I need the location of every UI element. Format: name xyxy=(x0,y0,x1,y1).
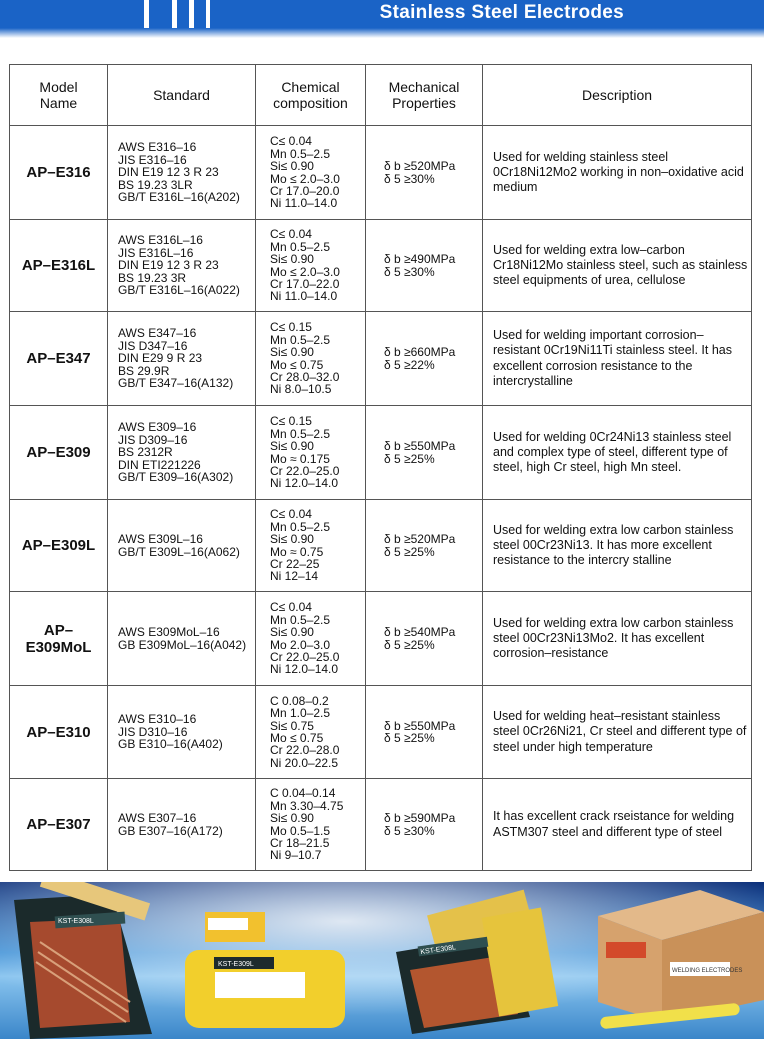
chemical-cell-line: Mo ≤ 2.0–3.0 xyxy=(270,264,340,279)
description-cell: Used for welding extra low carbon stainless steel 00Cr23Ni13. It has more excellent resistance to the intercry stalline xyxy=(483,500,752,592)
chemical-cell xyxy=(256,686,366,779)
column-header-mechanical xyxy=(366,65,483,126)
table-row xyxy=(10,686,752,779)
model-name: AP–E307 xyxy=(10,779,108,871)
chemical-cell-line: Mo 2.0–3.0 xyxy=(270,637,331,652)
mechanical-cell-line: δ b ≥590MPa xyxy=(384,811,456,826)
standard-cell xyxy=(108,779,256,871)
chemical-cell-line: Mn 0.5–2.5 xyxy=(270,332,331,347)
chemical-cell-line: Mn 0.5–2.5 xyxy=(270,239,331,254)
chemical-cell-line: Ni 20.0–22.5 xyxy=(270,755,339,770)
column-header-model xyxy=(10,65,108,126)
table-row xyxy=(10,220,752,312)
description-cell: Used for welding 0Cr24Ni13 stainless steel and complex type of steel, different type of steel, high Cr steel, high Mn steel. xyxy=(483,406,752,500)
chemical-cell-line: C 0.04–0.14 xyxy=(270,786,336,801)
standard-cell-line: AWS E309MoL–16 xyxy=(118,625,220,640)
standard-cell-line: BS 2312R xyxy=(118,445,173,460)
header-fade xyxy=(0,28,764,38)
column-header-label: Description xyxy=(581,87,653,103)
chemical-cell-line: Mn 0.5–2.5 xyxy=(270,426,331,441)
standard-cell-line: GB/T E309–16(A302) xyxy=(118,470,234,485)
chemical-cell-line: Mn 0.5–2.5 xyxy=(270,519,331,534)
model-name: AP–E309L xyxy=(10,500,108,592)
standard-cell xyxy=(108,592,256,686)
mechanical-cell xyxy=(366,126,483,220)
mechanical-cell-line: δ b ≥490MPa xyxy=(384,252,456,267)
model-name: AP–E310 xyxy=(10,686,108,779)
chemical-cell-line: Mo ≈ 0.75 xyxy=(270,544,324,559)
chemical-cell-line: Mo ≤ 0.75 xyxy=(270,731,324,745)
chemical-cell xyxy=(256,126,366,220)
standard-cell-line: GB/T E316L–16(A022) xyxy=(118,283,240,298)
table-row xyxy=(10,500,752,592)
standard-cell xyxy=(108,686,256,779)
standard-cell-line: GB E310–16(A402) xyxy=(118,737,223,752)
table-header-row xyxy=(10,65,752,126)
model-name: AP–E347 xyxy=(10,312,108,406)
standard-cell-line: BS 19.23 3LR xyxy=(118,177,193,192)
mechanical-cell-line: δ b ≥550MPa xyxy=(384,718,456,733)
chemical-cell-line: Cr 22.0–25.0 xyxy=(270,649,340,664)
cardboard-box xyxy=(598,890,764,1029)
column-header-label: Chemical composition xyxy=(273,79,348,111)
chemical-cell-line: Mn 0.5–2.5 xyxy=(270,612,331,627)
chemical-cell xyxy=(256,592,366,686)
mechanical-cell-line: δ 5 ≥30% xyxy=(384,823,435,838)
standard-cell-line: JIS D310–16 xyxy=(118,724,188,739)
standard-cell-line: GB/T E309L–16(A062) xyxy=(118,544,240,559)
column-header-description xyxy=(483,65,752,126)
chemical-cell-line: Ni 11.0–14.0 xyxy=(270,196,338,211)
table-row xyxy=(10,779,752,871)
description-cell: Used for welding heat–resistant stainless steel 0Cr26Ni21, Cr steel and different type of steel under high temperature xyxy=(483,686,752,779)
mechanical-cell-line: δ 5 ≥22% xyxy=(384,357,435,372)
standard-cell-line: AWS E307–16 xyxy=(118,811,197,826)
chemical-cell-line: Si≤ 0.90 xyxy=(270,625,314,640)
banner-divider xyxy=(172,0,177,30)
standard-cell xyxy=(108,220,256,312)
mechanical-cell-line: δ b ≥520MPa xyxy=(384,532,456,547)
column-header-label: Model Name xyxy=(39,79,78,111)
chemical-cell-line: Si≤ 0.90 xyxy=(270,811,314,826)
chemical-cell xyxy=(256,779,366,871)
mechanical-cell-line: δ 5 ≥25% xyxy=(384,731,435,745)
standard-cell-line: AWS E310–16 xyxy=(118,712,197,727)
product-photo xyxy=(0,882,764,1039)
mechanical-cell-line: δ 5 ≥25% xyxy=(384,637,435,652)
standard-cell-line: GB E307–16(A172) xyxy=(118,823,223,838)
standard-cell xyxy=(108,406,256,500)
svg-text:KST-E308L: KST-E308L xyxy=(58,918,94,925)
standard-cell-line: GB/T E316L–16(A202) xyxy=(118,190,240,205)
table-row xyxy=(10,592,752,686)
mechanical-cell-line: δ 5 ≥25% xyxy=(384,451,435,466)
description-cell: Used for welding extra low–carbon Cr18Ni12Mo stainless steel, such as stainless steel equipments of urea, cellulose xyxy=(483,220,752,312)
mechanical-cell-line: δ b ≥660MPa xyxy=(384,345,456,360)
column-header-chemical xyxy=(256,65,366,126)
mechanical-cell xyxy=(366,592,483,686)
chemical-cell-line: Ni 11.0–14.0 xyxy=(270,289,338,304)
chemical-cell xyxy=(256,406,366,500)
chemical-cell-line: Cr 28.0–32.0 xyxy=(270,369,340,384)
standard-cell-line: DIN E19 12 3 R 23 xyxy=(118,165,219,180)
svg-text:KST-E309L: KST-E309L xyxy=(218,961,254,968)
model-name: AP–E316 xyxy=(10,126,108,220)
standard-cell-line: DIN ETI221226 xyxy=(118,457,201,472)
chemical-cell-line: Mo 0.5–1.5 xyxy=(270,823,331,838)
standard-cell-line: BS 19.23 3R xyxy=(118,270,187,285)
chemical-cell-line: Cr 17.0–22.0 xyxy=(270,276,340,291)
standard-cell-line: BS 29.9R xyxy=(118,363,170,378)
chemical-cell-line: Cr 17.0–20.0 xyxy=(270,183,340,198)
standard-cell-line: JIS E316–16 xyxy=(118,152,187,167)
chemical-cell-line: C≤ 0.04 xyxy=(270,507,312,522)
mechanical-cell xyxy=(366,686,483,779)
chemical-cell-line: Si≤ 0.90 xyxy=(270,345,314,360)
mechanical-cell-line: δ b ≥540MPa xyxy=(384,625,456,640)
chemical-cell-line: Si≤ 0.90 xyxy=(270,532,314,547)
standard-cell-line: DIN E29 9 R 23 xyxy=(118,351,203,366)
chemical-cell-line: Ni 12–14 xyxy=(270,569,319,584)
standard-cell-line: AWS E347–16 xyxy=(118,326,197,341)
chemical-cell-line: C≤ 0.04 xyxy=(270,600,312,615)
standard-cell xyxy=(108,312,256,406)
chemical-cell xyxy=(256,220,366,312)
model-name: AP–E316L xyxy=(10,220,108,312)
chemical-cell-line: Cr 22.0–25.0 xyxy=(270,463,340,478)
table-row xyxy=(10,126,752,220)
chemical-cell-line: Mo ≤ 0.75 xyxy=(270,357,324,372)
banner-divider xyxy=(144,0,149,30)
electrode-spec-table xyxy=(9,64,752,871)
description-cell: It has excellent crack rseistance for welding ASTM307 steel and different type of steel xyxy=(483,779,752,871)
chemical-cell-line: Mn 1.0–2.5 xyxy=(270,706,331,721)
standard-cell-line: JIS E316L–16 xyxy=(118,245,194,260)
table-row xyxy=(10,406,752,500)
mechanical-cell-line: δ 5 ≥30% xyxy=(384,264,435,279)
description-cell: Used for welding extra low carbon stainless steel 00Cr23Ni13Mo2. It has excellent corrosion–resistance xyxy=(483,592,752,686)
chemical-cell-line: Si≤ 0.90 xyxy=(270,439,314,454)
column-header-standard xyxy=(108,65,256,126)
standard-cell-line: DIN E19 12 3 R 23 xyxy=(118,258,219,273)
mechanical-cell-line: δ 5 ≥30% xyxy=(384,171,435,186)
chemical-cell-line: Mn 0.5–2.5 xyxy=(270,146,331,161)
chemical-cell-line: C≤ 0.15 xyxy=(270,414,312,429)
page-title: Stainless Steel Electrodes xyxy=(379,2,624,23)
standard-cell-line: GB E309MoL–16(A042) xyxy=(118,637,247,652)
svg-text:WELDING ELECTRODES: WELDING ELECTRODES xyxy=(672,968,743,974)
standard-cell-line: GB/T E347–16(A132) xyxy=(118,376,234,391)
chemical-cell-line: Ni 12.0–14.0 xyxy=(270,662,339,677)
banner-divider xyxy=(206,0,210,30)
standard-cell xyxy=(108,500,256,592)
chemical-cell-line: Ni 12.0–14.0 xyxy=(270,476,339,491)
chemical-cell-line: C≤ 0.15 xyxy=(270,320,312,335)
mechanical-cell-line: δ b ≥520MPa xyxy=(384,159,456,174)
chemical-cell-line: Mo ≤ 2.0–3.0 xyxy=(270,171,340,186)
model-name: AP–E309MoL xyxy=(10,592,108,686)
chemical-cell-line: C≤ 0.04 xyxy=(270,134,312,149)
standard-cell-line: JIS D309–16 xyxy=(118,432,188,447)
standard-cell-line: AWS E316–16 xyxy=(118,140,197,155)
standard-cell xyxy=(108,126,256,220)
mechanical-cell xyxy=(366,220,483,312)
banner-divider xyxy=(189,0,194,30)
mechanical-cell xyxy=(366,312,483,406)
description-cell: Used for welding stainless steel 0Cr18Ni12Mo2 working in non–oxidative acid medium xyxy=(483,126,752,220)
chemical-cell-line: C≤ 0.04 xyxy=(270,227,312,242)
chemical-cell-line: Ni 8.0–10.5 xyxy=(270,382,332,397)
svg-text:KST-E308L: KST-E308L xyxy=(420,944,457,957)
mechanical-cell xyxy=(366,779,483,871)
standard-cell-line: JIS D347–16 xyxy=(118,338,188,353)
chemical-cell xyxy=(256,500,366,592)
chemical-cell-line: Cr 22–25 xyxy=(270,556,320,571)
chemical-cell-line: Si≤ 0.90 xyxy=(270,159,314,174)
model-name: AP–E309 xyxy=(10,406,108,500)
mechanical-cell-line: δ b ≥550MPa xyxy=(384,439,456,454)
chemical-cell-line: Ni 9–10.7 xyxy=(270,848,322,863)
mechanical-cell-line: δ 5 ≥25% xyxy=(384,544,435,559)
product-photo-illustration xyxy=(0,882,764,1039)
chemical-cell-line: Cr 18–21.5 xyxy=(270,835,330,850)
chemical-cell-line: Mn 3.30–4.75 xyxy=(270,798,344,813)
standard-cell-line: AWS E316L–16 xyxy=(118,233,203,248)
chemical-cell-line: Si≤ 0.90 xyxy=(270,252,314,267)
table-row xyxy=(10,312,752,406)
chemical-cell-line: Mo ≈ 0.175 xyxy=(270,451,330,466)
column-header-label: Mechanical Properties xyxy=(388,79,460,111)
mechanical-cell xyxy=(366,500,483,592)
chemical-cell-line: Cr 22.0–28.0 xyxy=(270,743,340,758)
chemical-cell-line: Si≤ 0.75 xyxy=(270,718,314,733)
standard-cell-line: AWS E309L–16 xyxy=(118,532,203,547)
standard-cell-line: AWS E309–16 xyxy=(118,420,197,435)
column-header-label: Standard xyxy=(153,87,210,103)
chemical-cell xyxy=(256,312,366,406)
chemical-cell-line: C 0.08–0.2 xyxy=(270,693,329,708)
description-cell: Used for welding important corrosion–resistant 0Cr19Ni11Ti stainless steel. It has excellent corrosion resistance to the intercrystalline xyxy=(483,312,752,406)
mechanical-cell xyxy=(366,406,483,500)
